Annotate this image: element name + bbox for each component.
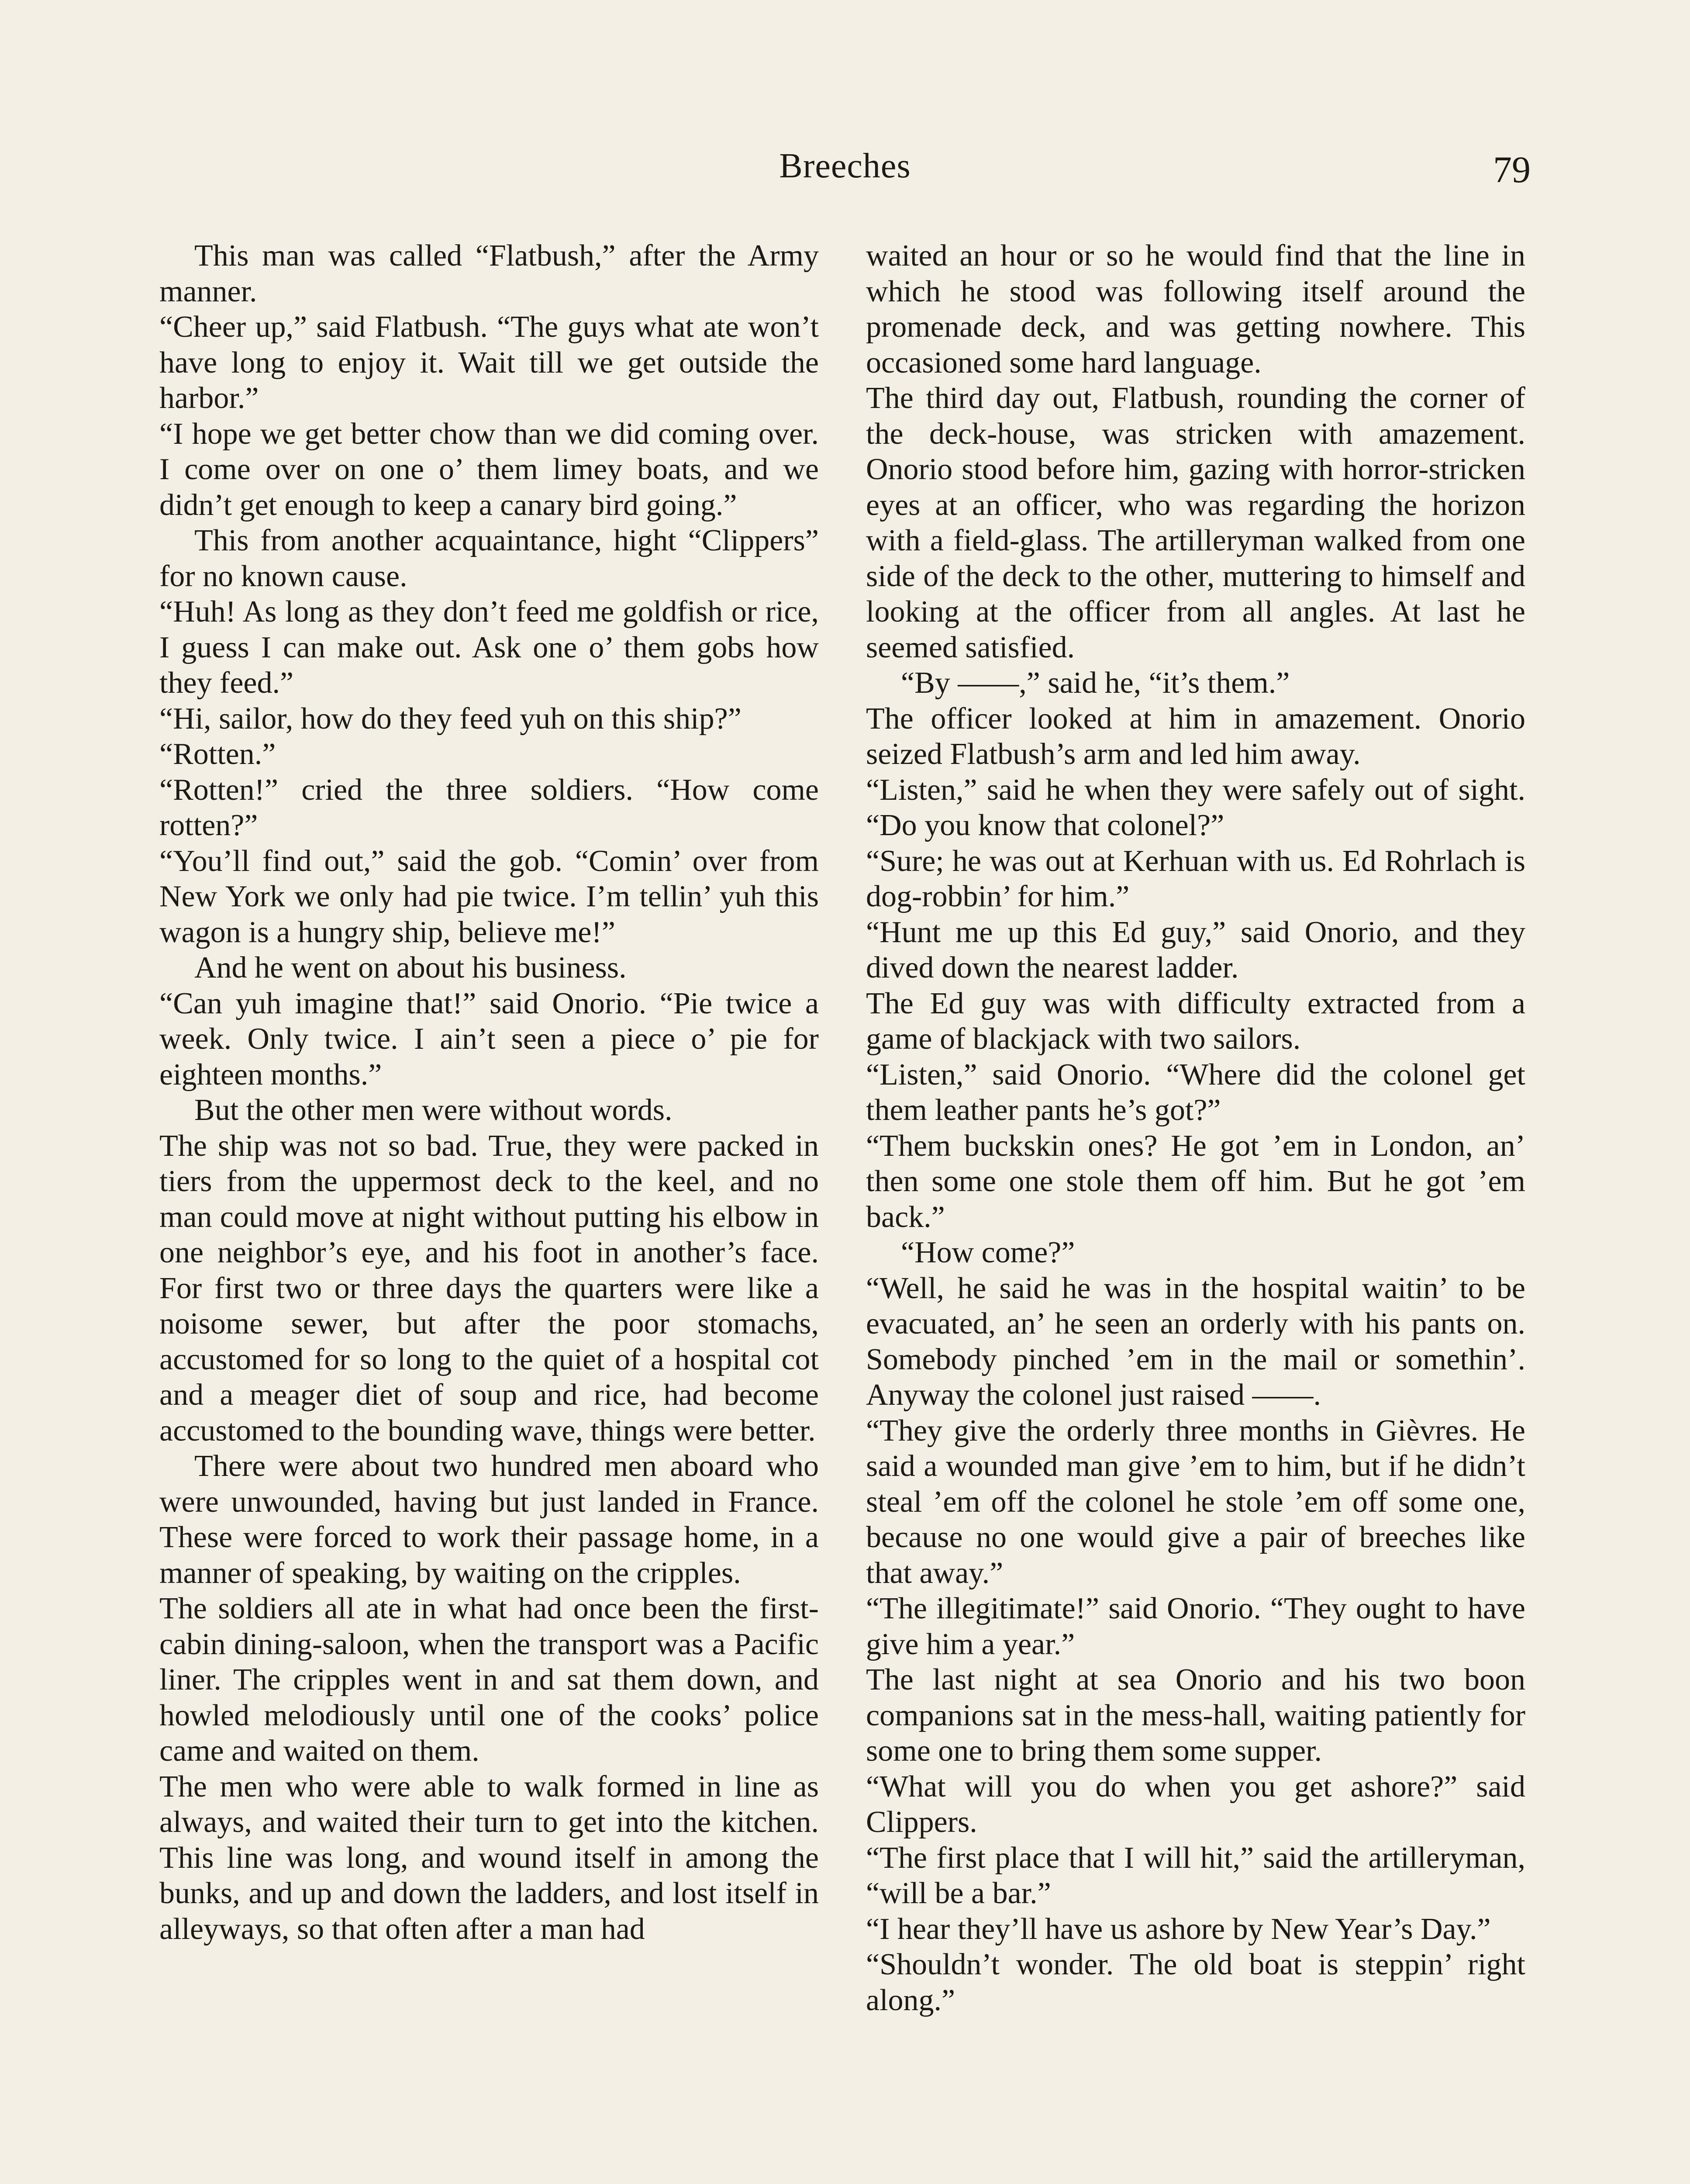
paragraph: “Well, he said he was in the hospital waitin’ to be evacuated, an’ he seen an orderly with his pants on. Somebody pinched ’em in the mail or somethin’. Anyway the colonel just raised ——. xyxy=(866,1271,1525,1412)
paragraph: “By ——,” said he, “it’s them.” xyxy=(901,666,1290,700)
paragraph: The soldiers all ate in what had once been the first-cabin dining-saloon, when the transport was a Pacific liner. The cripples went in and sat them down, and howled melodiously until one of the cooks’ police came and waited on them. xyxy=(159,1592,819,1768)
left-column xyxy=(159,238,819,1947)
paragraph: But the other men were without words. xyxy=(194,1093,673,1127)
paragraph: “Hi, sailor, how do they feed yuh on this ship?” xyxy=(159,702,742,736)
paragraph: “What will you do when you get ashore?” said Clippers. xyxy=(866,1769,1525,1839)
paragraph: “Hunt me up this Ed guy,” said Onorio, and they dived down the nearest ladder. xyxy=(866,915,1525,985)
paragraph: And he went on about his business. xyxy=(194,951,627,985)
paragraph: This from another acquaintance, hight “Clippers” for no known cause. xyxy=(159,524,819,593)
paragraph: “The illegitimate!” said Onorio. “They ought to have give him a year.” xyxy=(866,1592,1525,1661)
paragraph: “Listen,” said he when they were safely out of sight. “Do you know that colonel?” xyxy=(866,773,1525,842)
page-number: 79 xyxy=(1493,149,1531,190)
paragraph: “They give the orderly three months in Gièvres. He said a wounded man give ’em to him, but if he didn’t steal ’em off the colonel he stole ’em off some one, because no one would give a pair of breeches like that away.” xyxy=(866,1413,1525,1590)
paragraph: The third day out, Flatbush, rounding the corner of the deck-house, was stricken with amazement. Onorio stood before him, gazing with horror-stricken eyes at an officer, who was regarding the horizon with a field-glass. The artilleryman walked from one side of the deck to the other, muttering to himself and looking at the officer from all angles. At last he seemed satisfied. xyxy=(866,381,1525,664)
paragraph: The Ed guy was with difficulty extracted from a game of blackjack with two sailors. xyxy=(866,986,1525,1056)
paragraph: “I hope we get better chow than we did coming over. I come over on one o’ them limey boats, and we didn’t get enough to keep a canary bird going.” xyxy=(159,417,819,522)
paragraph: “Cheer up,” said Flatbush. “The guys what ate won’t have long to enjoy it. Wait till we get outside the harbor.” xyxy=(159,310,819,415)
paragraph: “Shouldn’t wonder. The old boat is steppin’ right along.” xyxy=(866,1948,1525,2017)
paragraph: The men who were able to walk formed in line as always, and waited their turn to get into the kitchen. This line was long, and wound itself in among the bunks, and up and down the ladders, and lost itself in alleyways, so that often after a man had xyxy=(159,1769,819,1946)
paragraph: “How come?” xyxy=(901,1236,1075,1269)
right-column xyxy=(866,238,1525,2018)
paragraph: The officer looked at him in amazement. Onorio seized Flatbush’s arm and led him away. xyxy=(866,702,1525,771)
paragraph: “Huh! As long as they don’t feed me goldfish or rice, I guess I can make out. Ask one o’ them gobs how they feed.” xyxy=(159,595,819,700)
paragraph: waited an hour or so he would find that the line in which he stood was following itself around the promenade deck, and was getting nowhere. This occasioned some hard language. xyxy=(866,239,1525,380)
paragraph: The last night at sea Onorio and his two boon companions sat in the mess-hall, waiting patiently for some one to bring them some supper. xyxy=(866,1663,1525,1768)
paragraph: “Rotten!” cried the three soldiers. “How come rotten?” xyxy=(159,773,819,842)
paragraph: This man was called “Flatbush,” after the Army manner. xyxy=(159,239,819,308)
paragraph: “Sure; he was out at Kerhuan with us. Ed Rohrlach is dog-robbin’ for him.” xyxy=(866,844,1525,913)
paragraph: There were about two hundred men aboard who were unwounded, having but just landed in France. These were forced to work their passage home, in a manner of speaking, by waiting on the cripples. xyxy=(159,1449,819,1590)
paragraph: “Them buckskin ones? He got ’em in London, an’ then some one stole them off him. But he got ’em back.” xyxy=(866,1129,1525,1234)
paragraph: “I hear they’ll have us ashore by New Year’s Day.” xyxy=(866,1912,1491,1946)
paragraph: “The first place that I will hit,” said the artilleryman, “will be a bar.” xyxy=(866,1841,1525,1910)
running-title: Breeches xyxy=(779,147,911,185)
paragraph: “You’ll find out,” said the gob. “Comin’ over from New York we only had pie twice. I’m tellin’ yuh this wagon is a hungry ship, believe me!” xyxy=(159,844,819,949)
paragraph: “Rotten.” xyxy=(159,737,276,771)
paragraph: “Can yuh imagine that!” said Onorio. “Pie twice a week. Only twice. I ain’t seen a piece o’ pie for eighteen months.” xyxy=(159,986,819,1092)
paragraph: The ship was not so bad. True, they were packed in tiers from the uppermost deck to the keel, and no man could move at night without putting his elbow in one neighbor’s eye, and his foot in another’s face. For first two or three days the quarters were like a noisome sewer, but after the poor stomachs, accustomed for so long to the quiet of a hospital cot and a meager diet of soup and rice, had become accustomed to the bounding wave, things were better. xyxy=(159,1129,819,1448)
paragraph: “Listen,” said Onorio. “Where did the colonel get them leather pants he’s got?” xyxy=(866,1057,1525,1127)
